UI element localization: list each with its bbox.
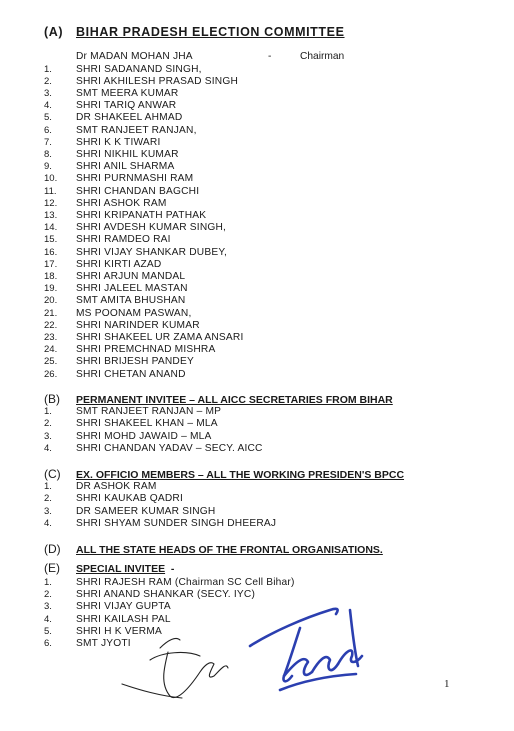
- section-d-title: ALL THE STATE HEADS OF THE FRONTAL ORGANISATIONS.: [76, 544, 383, 556]
- member-name: SHRI CHETAN ANAND: [76, 368, 186, 380]
- member-name: SMT MEERA KUMAR: [76, 87, 179, 99]
- member-number: 4.: [44, 613, 52, 625]
- section-b-label: (B): [44, 392, 60, 406]
- member-number: 5.: [44, 112, 52, 124]
- member-name: SHRI SADANAND SINGH,: [76, 63, 202, 75]
- member-name: SHRI NIKHIL KUMAR: [76, 148, 179, 160]
- member-number: 6.: [44, 638, 52, 649]
- member-number: 1.: [44, 63, 52, 75]
- member-name: DR ASHOK RAM: [76, 481, 157, 492]
- member-name: SHRI RAJESH RAM (Chairman SC Cell Bihar): [76, 577, 295, 588]
- member-name: SHRI PREMCHNAD MISHRA: [76, 344, 216, 356]
- member-name: SHRI KAILASH PAL: [76, 613, 171, 625]
- member-name: SHRI ANIL SHARMA: [76, 161, 175, 173]
- section-c-title: EX. OFFICIO MEMBERS – ALL THE WORKING PRESIDEN'S BPCC: [76, 469, 405, 481]
- section-d-label: (D): [44, 542, 61, 556]
- member-number: 20.: [44, 295, 58, 307]
- member-number: 2.: [44, 75, 52, 87]
- member-name: SHRI RAMDEO RAI: [76, 234, 171, 246]
- member-name: SMT AMITA BHUSHAN: [76, 295, 186, 307]
- member-name: SHRI SHAKEEL KHAN – MLA: [76, 418, 218, 430]
- member-name: MS POONAM PASWAN,: [76, 307, 192, 319]
- member-number: 4.: [44, 443, 52, 455]
- chairman-name: Dr MADAN MOHAN JHA: [76, 51, 193, 62]
- member-name: SHRI BRIJESH PANDEY: [76, 356, 194, 368]
- member-number: 8.: [44, 148, 52, 160]
- member-number: 13.: [44, 209, 58, 221]
- member-name: SHRI NARINDER KUMAR: [76, 319, 200, 331]
- member-number: 26.: [44, 368, 58, 380]
- member-number: 4.: [44, 518, 52, 530]
- member-number: 3.: [44, 430, 52, 442]
- member-number: 21.: [44, 307, 58, 319]
- member-name: SHRI AVDESH KUMAR SINGH,: [76, 222, 227, 234]
- black-signature: [122, 638, 228, 698]
- member-name: SHRI VIJAY SHANKAR DUBEY,: [76, 246, 228, 258]
- member-name: SHRI ANAND SHANKAR (SECY. IYC): [76, 589, 256, 601]
- member-number: 2.: [44, 589, 52, 601]
- member-number: 24.: [44, 344, 58, 356]
- member-name: SHRI ARJUN MANDAL: [76, 270, 186, 282]
- chairman-role: Chairman: [300, 51, 345, 62]
- member-name: SHRI H K VERMA: [76, 625, 163, 637]
- section-b-title: PERMANENT INVITEE – ALL AICC SECRETARIES FROM BIHAR: [76, 394, 393, 406]
- member-name: SHRI K K TIWARI: [76, 136, 161, 148]
- member-number: 16.: [44, 246, 58, 258]
- member-name: SMT RANJEET RANJAN – MP: [76, 406, 222, 417]
- member-number: 1.: [44, 577, 52, 588]
- member-number: 18.: [44, 270, 58, 282]
- member-number: 1.: [44, 481, 52, 492]
- member-number: 17.: [44, 258, 58, 270]
- section-a-label: (A): [44, 25, 64, 39]
- member-name: SHRI SHYAM SUNDER SINGH DHEERAJ: [76, 518, 277, 530]
- member-name: SMT RANJEET RANJAN,: [76, 124, 197, 136]
- member-name: SHRI CHANDAN BAGCHI: [76, 185, 200, 197]
- section-e-label: (E): [44, 561, 60, 575]
- member-number: 9.: [44, 161, 52, 173]
- member-number: 7.: [44, 136, 52, 148]
- member-number: 3.: [44, 87, 52, 99]
- member-number: 12.: [44, 197, 58, 209]
- member-name: SMT JYOTI: [76, 638, 131, 649]
- chairman-dash: -: [268, 51, 272, 62]
- member-name: SHRI KAUKAB QADRI: [76, 493, 183, 505]
- member-name: SHRI SHAKEEL UR ZAMA ANSARI: [76, 331, 244, 343]
- member-number: 25.: [44, 356, 58, 368]
- member-number: 22.: [44, 319, 58, 331]
- member-name: SHRI VIJAY GUPTA: [76, 601, 171, 613]
- section-e-title: SPECIAL INVITEE: [76, 563, 166, 575]
- member-number: 23.: [44, 331, 58, 343]
- page-number: 1: [444, 678, 450, 690]
- member-name: DR SHAKEEL AHMAD: [76, 112, 183, 124]
- member-number: 19.: [44, 283, 58, 295]
- member-number: 11.: [44, 185, 57, 197]
- member-number: 2.: [44, 418, 52, 430]
- member-name: SHRI KIRTI AZAD: [76, 258, 162, 270]
- member-number: 2.: [44, 493, 52, 505]
- member-number: 1.: [44, 406, 52, 417]
- member-name: SHRI PURNMASHI RAM: [76, 173, 194, 185]
- member-number: 3.: [44, 601, 52, 613]
- member-number: 14.: [44, 222, 58, 234]
- member-name: SHRI KRIPANATH PATHAK: [76, 209, 207, 221]
- member-number: 6.: [44, 124, 52, 136]
- member-name: SHRI AKHILESH PRASAD SINGH: [76, 75, 239, 87]
- section-c-label: (C): [44, 467, 61, 481]
- member-name: SHRI TARIQ ANWAR: [76, 100, 177, 112]
- member-name: SHRI ASHOK RAM: [76, 197, 167, 209]
- member-number: 10.: [44, 173, 58, 185]
- member-name: SHRI MOHD JAWAID – MLA: [76, 430, 212, 442]
- blue-signature: [250, 609, 362, 690]
- member-number: 4.: [44, 100, 52, 112]
- member-name: DR SAMEER KUMAR SINGH: [76, 505, 216, 517]
- member-number: 3.: [44, 505, 52, 517]
- member-name: SHRI JALEEL MASTAN: [76, 283, 188, 295]
- member-number: 5.: [44, 625, 52, 637]
- section-a-title: BIHAR PRADESH ELECTION COMMITTEE: [76, 25, 345, 39]
- member-name: SHRI CHANDAN YADAV – SECY. AICC: [76, 443, 263, 455]
- member-number: 15.: [44, 234, 58, 246]
- section-e-title-suffix: -: [170, 563, 175, 575]
